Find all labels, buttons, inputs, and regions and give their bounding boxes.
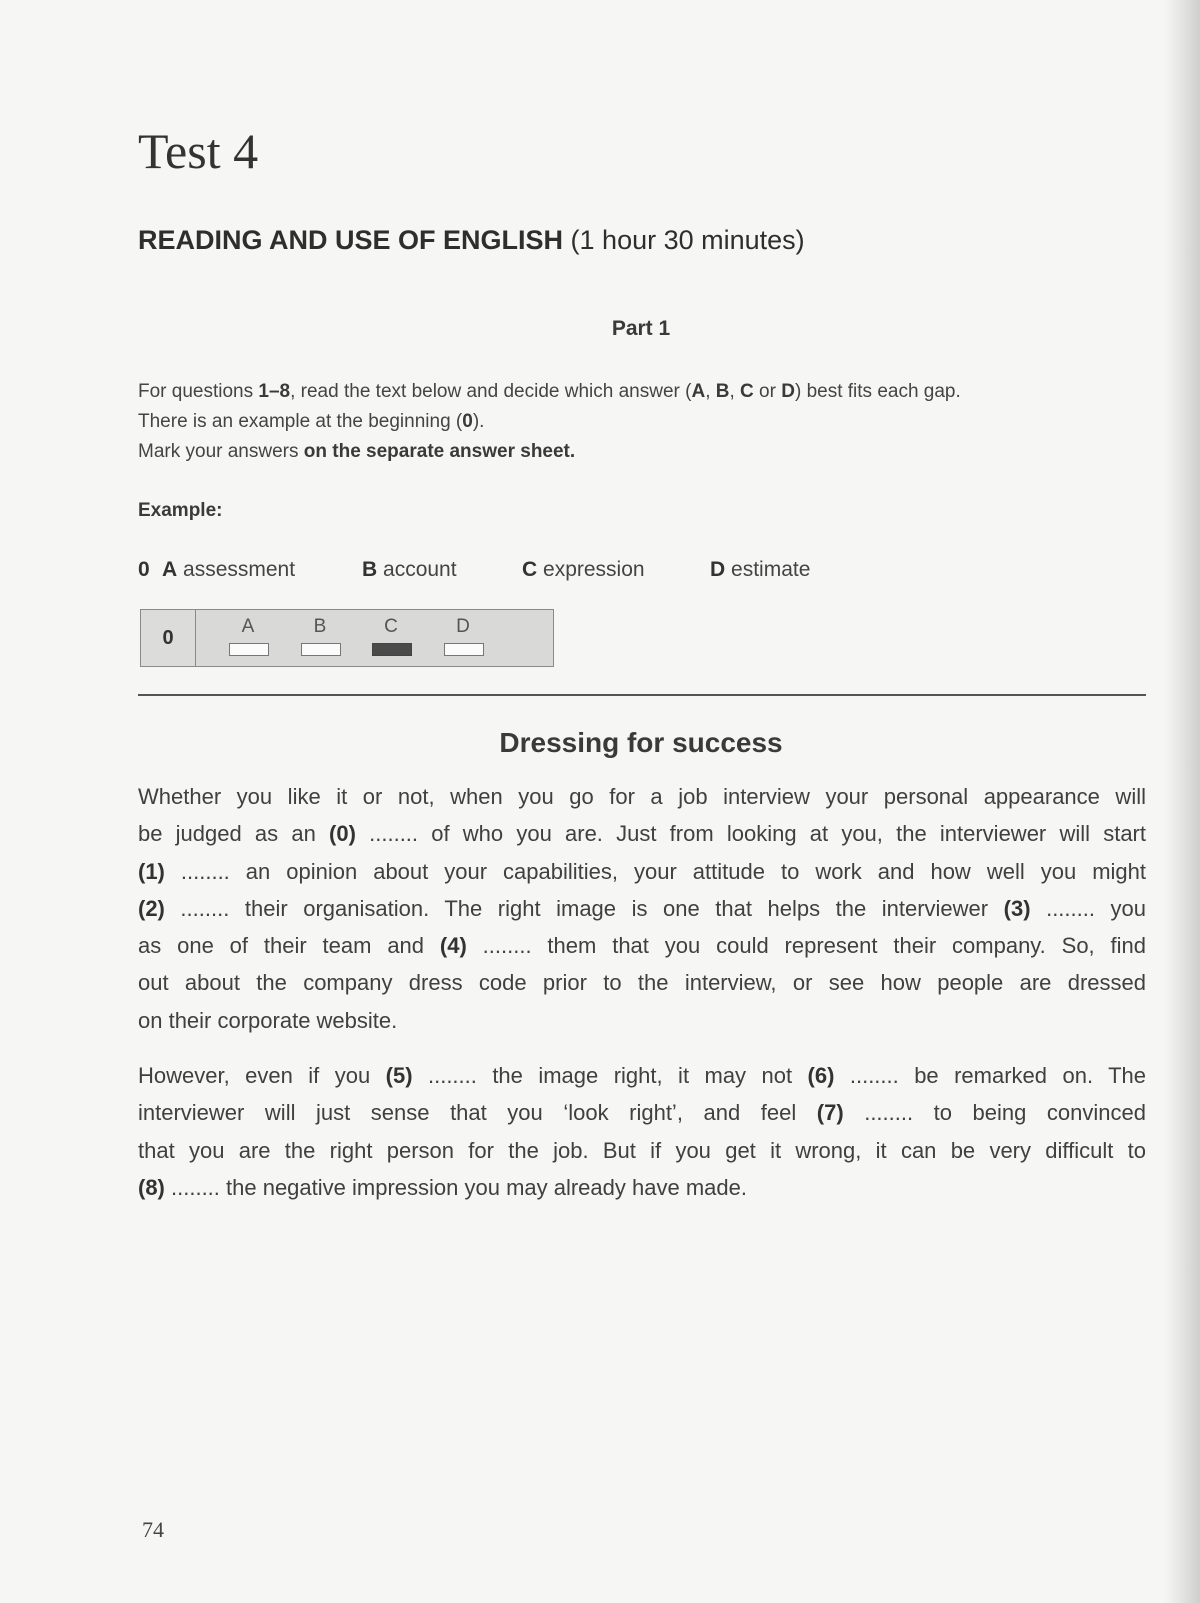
passage-text: on their corporate website. (138, 1007, 398, 1033)
gap-number: (0) (329, 821, 356, 847)
answer-bubble-c[interactable] (369, 610, 413, 666)
bubble-box (444, 643, 484, 656)
passage-line (138, 890, 1146, 927)
bubble-letter: D (456, 616, 470, 637)
option-letter: D (710, 558, 726, 581)
instructions-line-1 (138, 377, 1148, 407)
section-heading (138, 225, 805, 256)
passage-paragraph-1 (138, 778, 1146, 1039)
gap-number: (4) (439, 933, 467, 959)
passage-line (138, 778, 1146, 815)
passage-line (138, 1057, 1146, 1094)
passage-title: Dressing for success (499, 727, 783, 758)
passage-text: ........ an opinion about your capabilities, your attitude to work and how well you might (164, 858, 1146, 884)
passage-text: ........ you (1030, 895, 1146, 921)
example-label: Example: (138, 500, 223, 521)
example-answer-sheet (140, 609, 554, 667)
answer-bubble-d[interactable] (441, 610, 485, 666)
instr-text: , (705, 381, 716, 402)
passage-text: ........ their organisation. The right image is one that helps the interviewer (164, 895, 1004, 921)
option-word: expression (543, 558, 645, 581)
gap-number: (7) (816, 1100, 844, 1126)
passage-line (138, 927, 1146, 964)
passage-text: out about the company dress code prior to the interview, or see how people are dressed (138, 970, 1146, 996)
bubble-box (301, 643, 341, 656)
passage-text: Whether you like it or not, when you go for a job interview your personal appearance will (138, 784, 1146, 809)
instr-text: ) best fits each gap. (794, 381, 961, 402)
option-letter: B (362, 558, 378, 581)
gap-number: (6) (807, 1063, 835, 1088)
instr-text: Mark your answers (138, 441, 304, 462)
instr-text: There is an example at the beginning ( (138, 411, 463, 432)
example-number-text: 0 (138, 558, 150, 581)
page-number: 74 (142, 1517, 164, 1542)
passage-text: ........ be remarked on. The (834, 1063, 1147, 1088)
instr-text: , (729, 381, 741, 402)
page-edge-shadow (1164, 0, 1200, 1603)
bubble-box (229, 643, 269, 656)
passage-paragraph-2 (138, 1057, 1146, 1206)
option-b (362, 558, 457, 582)
instr-bold: C (740, 381, 754, 402)
passage-line (138, 1169, 1146, 1206)
option-d (710, 558, 810, 582)
gap-number: (5) (385, 1063, 413, 1088)
part-label: Part 1 (611, 317, 671, 340)
answer-bubble-a[interactable] (226, 610, 270, 666)
instr-bold: 0 (462, 411, 473, 432)
instr-text: For questions (138, 381, 259, 402)
option-letter: A (162, 558, 178, 581)
passage-text: ........ to being convinced (843, 1100, 1146, 1126)
section-heading-title: READING AND USE OF ENGLISH (138, 225, 564, 255)
passage-line (138, 1002, 1146, 1039)
passage-text: ........ of who you are. Just from looking at you, the interviewer will start (355, 821, 1146, 847)
option-letter: C (522, 558, 538, 581)
option-c (522, 558, 645, 582)
passage-line (138, 815, 1146, 852)
passage-text: that you are the right person for the job. But if you get it wrong, it can be very difficult to (138, 1137, 1146, 1163)
section-heading-duration: (1 hour 30 minutes) (570, 225, 805, 255)
passage-text: ........ the image right, it may not (412, 1063, 808, 1088)
instr-bold: 1–8 (258, 381, 291, 402)
passage-text: as one of their team and (138, 933, 440, 959)
passage-text: be judged as an (138, 821, 330, 847)
instructions-line-2 (138, 407, 1148, 437)
instr-text: , read the text below and decide which answer ( (290, 381, 692, 402)
instructions-line-3 (138, 437, 1148, 467)
example-number (138, 558, 150, 582)
gap-number: (8) (138, 1174, 165, 1200)
passage-text: ........ them that you could represent their company. So, find (466, 933, 1147, 959)
passage-line (138, 1094, 1146, 1131)
instructions (138, 377, 1148, 467)
passage-text: However, even if you (138, 1063, 386, 1088)
option-word: estimate (731, 558, 811, 581)
passage-text: interviewer will just sense that you ‘look right’, and feel (138, 1100, 817, 1126)
bubble-letter: C (384, 616, 398, 637)
gap-number: (3) (1003, 895, 1031, 921)
bubble-letter: A (241, 616, 255, 637)
option-a (162, 558, 295, 582)
gap-number: (1) (138, 858, 165, 884)
bubble-letter: B (313, 616, 327, 637)
passage-line (138, 1132, 1146, 1169)
gap-number: (2) (138, 895, 165, 921)
instr-bold: A (691, 381, 706, 402)
instr-text: ). (472, 411, 485, 432)
section-divider (138, 694, 1146, 696)
instr-bold: on the separate answer sheet. (303, 441, 576, 462)
answer-sheet-number: 0 (141, 610, 196, 666)
instr-bold: B (715, 381, 730, 402)
passage-line (138, 964, 1146, 1001)
instr-bold: D (781, 381, 795, 402)
passage-line (138, 853, 1146, 890)
test-title: Test 4 (138, 123, 259, 179)
option-word: account (383, 558, 457, 581)
answer-bubble-b[interactable] (298, 610, 342, 666)
option-word: assessment (183, 558, 296, 581)
bubble-box (372, 643, 412, 656)
instr-text: or (753, 381, 782, 402)
passage-text: ........ the negative impression you may already have made. (164, 1174, 747, 1200)
